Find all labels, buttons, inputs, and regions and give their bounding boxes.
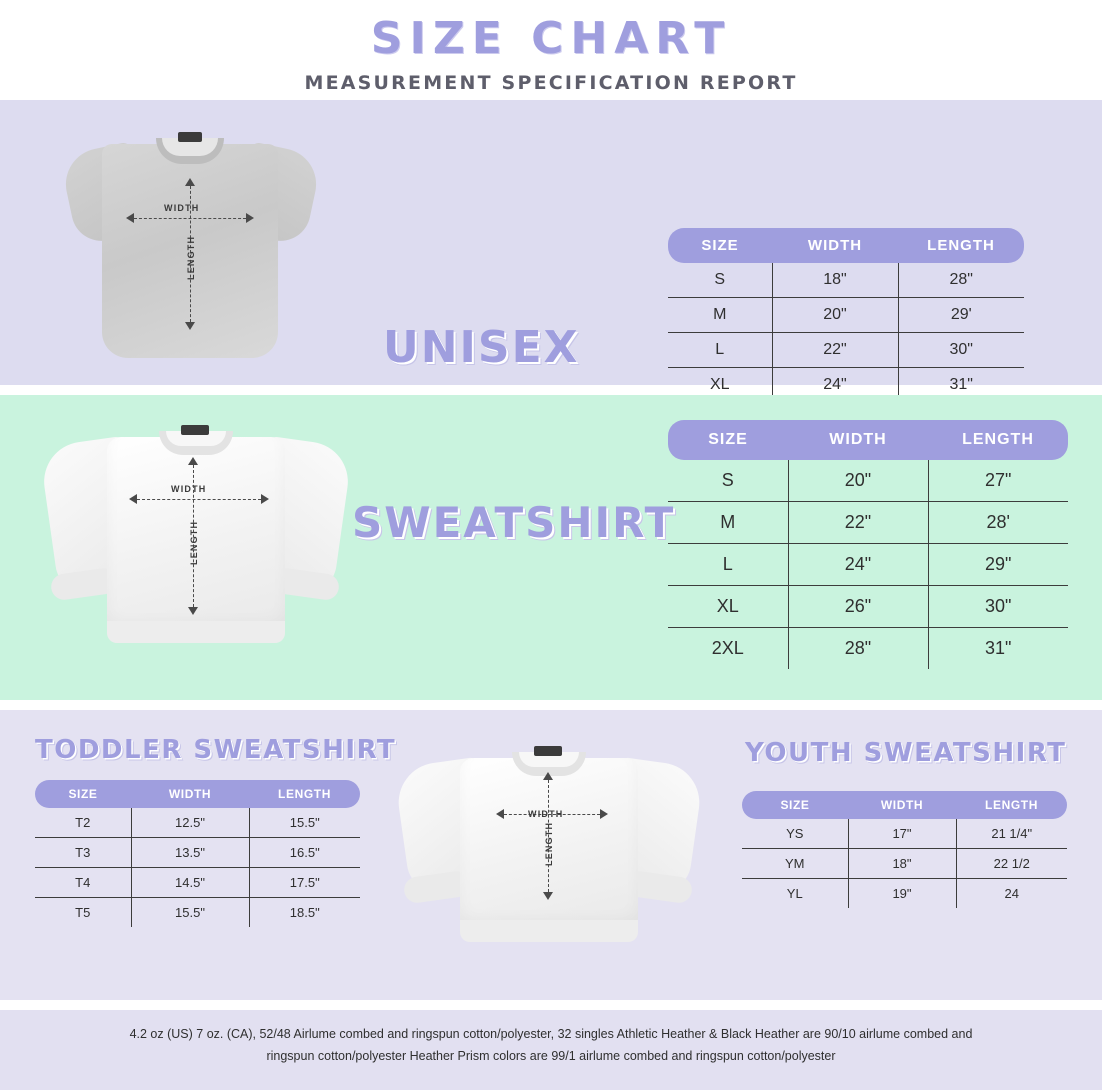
page-title: SIZE CHART	[370, 12, 732, 64]
kids-length-arrow-down	[543, 892, 553, 900]
sweatshirt-size-table	[668, 420, 1068, 669]
cell-size: T2	[35, 808, 131, 838]
col-header-length: LENGTH	[249, 780, 360, 808]
page-subtitle: MEASUREMENT SPECIFICATION REPORT	[304, 71, 798, 94]
col-header-width: WIDTH	[788, 420, 928, 460]
cell-size: XL	[668, 586, 788, 628]
sweatshirt-length-arrow-down	[188, 607, 198, 615]
cell-size: T5	[35, 898, 131, 928]
tshirt-length-arrow-up	[185, 178, 195, 186]
cell-size: T3	[35, 838, 131, 868]
cell-size: M	[668, 502, 788, 544]
kids-length-arrow-up	[543, 772, 553, 780]
cell-width: 22"	[772, 333, 898, 368]
col-header-length: LENGTH	[928, 420, 1068, 460]
sweatshirt-width-arrow-left	[129, 494, 137, 504]
col-header-length: LENGTH	[898, 228, 1024, 263]
table-row	[35, 808, 360, 838]
cell-width: 28"	[788, 628, 928, 670]
fabric-specification-text	[40, 1024, 1062, 1068]
cell-length: 17.5"	[249, 868, 360, 898]
kids-width-arrow-left	[496, 809, 504, 819]
cell-length: 16.5"	[249, 838, 360, 868]
col-header-length: LENGTH	[956, 791, 1067, 819]
table-header-row	[742, 791, 1067, 819]
cell-size: L	[668, 544, 788, 586]
sweatshirt-length-arrow-up	[188, 457, 198, 465]
table-row	[742, 879, 1067, 909]
band-divider-3	[0, 1000, 1102, 1010]
cell-size: L	[668, 333, 772, 368]
cell-width: 26"	[788, 586, 928, 628]
cell-width: 13.5"	[131, 838, 249, 868]
table-row	[35, 898, 360, 928]
col-header-width: WIDTH	[131, 780, 249, 808]
cell-size: T4	[35, 868, 131, 898]
tshirt-width-arrow-right	[246, 213, 254, 223]
tshirt-width-label: WIDTH	[164, 203, 200, 213]
cell-length: 22 1/2	[956, 849, 1067, 879]
table-header-row	[668, 228, 1024, 263]
col-header-size: SIZE	[668, 420, 788, 460]
toddler-title: TODDLER SWEATSHIRT	[35, 735, 397, 765]
cell-width: 20"	[772, 298, 898, 333]
table-row	[35, 868, 360, 898]
cell-size: YS	[742, 819, 848, 849]
cell-length: 21 1/4"	[956, 819, 1067, 849]
sweatshirt-hem	[107, 621, 285, 643]
tshirt-length-arrow-down	[185, 322, 195, 330]
col-header-size: SIZE	[35, 780, 131, 808]
tshirt-illustration	[60, 118, 320, 368]
cell-length: 31"	[985, 638, 1012, 658]
cell-length: 28'	[928, 502, 1068, 544]
cell-size: 2XL	[668, 628, 788, 670]
fabric-line-1: 4.2 oz (US) 7 oz. (CA), 52/48 Airlume combed and ringspun cotton/polyester, 32 singles Athletic Heather & Black Heather are 90/10 airlume combed and	[129, 1027, 973, 1041]
youth-title: YOUTH SWEATSHIRT	[745, 738, 1067, 768]
cell-width: 12.5"	[131, 808, 249, 838]
cell-size: XL	[668, 368, 772, 403]
table-row	[668, 263, 1024, 298]
cell-length: 29'	[898, 298, 1024, 333]
table-header-row	[35, 780, 360, 808]
kids-sweatshirt-illustration	[398, 738, 698, 973]
sweatshirt-width-arrow-line	[137, 499, 261, 500]
sweatshirt-width-label: WIDTH	[171, 484, 207, 494]
col-header-size: SIZE	[742, 791, 848, 819]
cell-length: 24	[1004, 886, 1019, 901]
cell-length: 15.5"	[249, 808, 360, 838]
kids-hem	[460, 920, 638, 942]
cell-length: 30"	[898, 333, 1024, 368]
band-divider-2	[0, 700, 1102, 710]
table-row	[668, 586, 1068, 628]
table-row	[35, 838, 360, 868]
kids-length-label: LENGTH	[544, 821, 554, 866]
tshirt-graphic	[60, 118, 320, 368]
tshirt-length-label: LENGTH	[186, 235, 196, 280]
cell-width: 18"	[848, 849, 956, 879]
sweatshirt-title: SWEATSHIRT	[352, 498, 676, 547]
toddler-size-table	[35, 780, 360, 927]
youth-size-table	[742, 791, 1067, 908]
cell-width: 18"	[772, 263, 898, 298]
table-row	[668, 544, 1068, 586]
kids-neck-tag	[534, 746, 562, 756]
tshirt-width-arrow-left	[126, 213, 134, 223]
cell-length: 31"	[898, 368, 1024, 403]
col-header-size: SIZE	[668, 228, 772, 263]
table-row	[668, 460, 1068, 502]
cell-length: 28"	[898, 263, 1024, 298]
cell-length: 29"	[928, 544, 1068, 586]
page-header	[0, 0, 1102, 100]
col-header-width: WIDTH	[772, 228, 898, 263]
kids-sweatshirt-graphic	[398, 738, 698, 973]
sweatshirt-graphic	[45, 415, 345, 675]
cell-width: 17"	[848, 819, 956, 849]
cell-width: 19"	[848, 879, 956, 909]
tshirt-neck-tag	[178, 132, 202, 142]
section-footer	[0, 1010, 1102, 1090]
cell-length: 30"	[928, 586, 1068, 628]
fabric-line-2: ringspun cotton/polyester Heather Prism colors are 99/1 airlume combed and ringspun cotton/polyester	[266, 1048, 836, 1063]
cell-size: YM	[742, 849, 848, 879]
cell-length: 27"	[928, 460, 1068, 502]
cell-width: 20"	[788, 460, 928, 502]
col-header-width: WIDTH	[848, 791, 956, 819]
sweatshirt-width-arrow-right	[261, 494, 269, 504]
kids-width-arrow-right	[600, 809, 608, 819]
cell-width: 24"	[772, 368, 898, 403]
cell-width: 15.5"	[131, 898, 249, 928]
cell-size: S	[668, 460, 788, 502]
table-row	[668, 502, 1068, 544]
table-row	[668, 628, 1068, 670]
table-row	[668, 333, 1024, 368]
sweatshirt-neck-tag	[181, 425, 209, 435]
table-header-row	[668, 420, 1068, 460]
unisex-title: UNISEX	[383, 322, 580, 373]
cell-width: 24"	[788, 544, 928, 586]
kids-width-label: WIDTH	[528, 809, 564, 819]
cell-size: S	[668, 263, 772, 298]
section-sweatshirt	[0, 395, 1102, 700]
table-row	[668, 298, 1024, 333]
cell-size: M	[668, 298, 772, 333]
cell-width: 14.5"	[131, 868, 249, 898]
section-unisex	[0, 100, 1102, 393]
cell-size: YL	[742, 879, 848, 909]
cell-length: 18.5"	[289, 905, 320, 920]
sweatshirt-length-label: LENGTH	[189, 520, 199, 565]
section-kids	[0, 710, 1102, 1000]
table-row	[742, 849, 1067, 879]
cell-width: 22"	[788, 502, 928, 544]
sweatshirt-illustration	[45, 415, 345, 675]
table-row	[742, 819, 1067, 849]
